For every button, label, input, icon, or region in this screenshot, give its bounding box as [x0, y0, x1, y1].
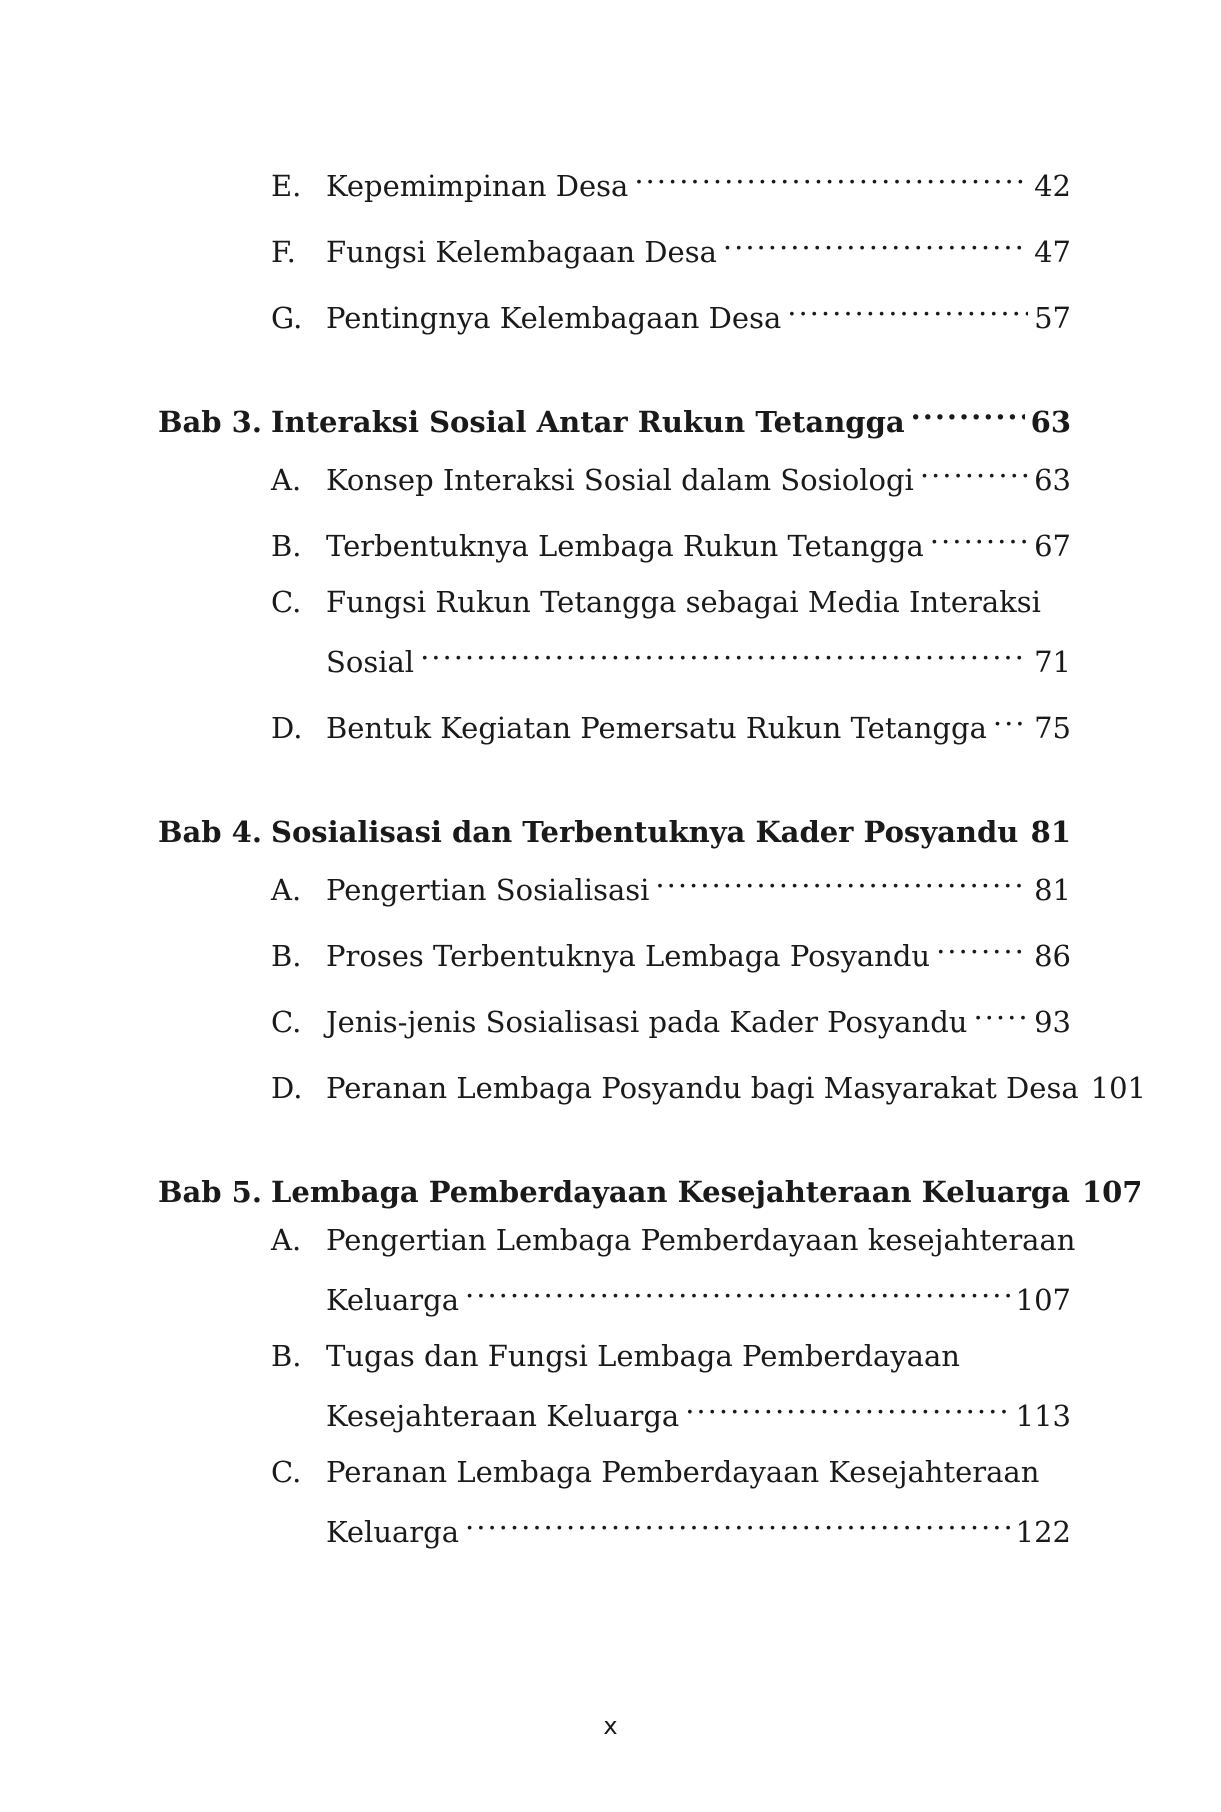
entry-title: Pentingnya Kelembagaan Desa — [326, 301, 782, 335]
entry-label: B. — [271, 529, 302, 563]
entry-page-number: 75 — [1034, 711, 1071, 745]
entry-label: B. — [271, 1339, 302, 1373]
chapter-heading — [158, 1162, 1143, 1212]
chapter-label: Bab 3. — [158, 405, 262, 439]
chapter-page-number: 63 — [1030, 405, 1071, 439]
entry-title: Konsep Interaksi Sosial dalam Sosiologi — [326, 463, 914, 497]
entry-title: Fungsi Rukun Tetangga sebagai Media Interaksi — [326, 585, 1041, 619]
entry-page-number: 47 — [1034, 235, 1071, 269]
entry-label: G. — [271, 301, 303, 335]
toc-entry-continuation — [326, 1270, 1071, 1320]
chapter-label: Bab 4. — [158, 815, 262, 849]
entry-title: Peranan Lembaga Pemberdayaan Kesejahteraan — [326, 1455, 1040, 1489]
chapter-title: Sosialisasi dan Terbentuknya Kader Posyandu — [271, 815, 1019, 849]
entry-page-number: 122 — [1015, 1515, 1071, 1549]
dot-leader — [930, 516, 1028, 556]
entry-label: A. — [271, 873, 302, 907]
entry-title: Jenis-jenis Sosialisasi pada Kader Posyandu — [326, 1005, 968, 1039]
entry-label: C. — [271, 1455, 302, 1489]
entry-label: C. — [271, 1005, 302, 1039]
toc-entry — [271, 698, 1071, 748]
dot-leader — [936, 926, 1028, 966]
entry-title: Pengertian Sosialisasi — [326, 873, 650, 907]
toc-entry — [271, 288, 1071, 338]
entry-label: B. — [271, 939, 302, 973]
toc-entry — [271, 860, 1071, 910]
chapter-page-number: 107 — [1081, 1175, 1143, 1209]
chapter-title: Interaksi Sosial Antar Rukun Tetangga — [271, 405, 905, 439]
dot-leader — [465, 1502, 1010, 1542]
entry-label: E. — [271, 169, 302, 203]
entry-title-continuation: Sosial — [326, 645, 415, 679]
dot-leader — [787, 288, 1028, 328]
dot-leader — [420, 632, 1028, 672]
dot-leader — [920, 450, 1028, 490]
entry-title: Fungsi Kelembagaan Desa — [326, 235, 717, 269]
entry-title: Peranan Lembaga Posyandu bagi Masyarakat Desa — [326, 1071, 1079, 1105]
dot-leader — [993, 698, 1028, 738]
chapter-title: Lembaga Pemberdayaan Kesejahteraan Keluarga — [271, 1175, 1070, 1209]
entry-title: Bentuk Kegiatan Pemersatu Rukun Tetangga — [326, 711, 987, 745]
dot-leader — [723, 222, 1028, 262]
entry-title: Kepemimpinan Desa — [326, 169, 629, 203]
dot-leader — [685, 1386, 1009, 1426]
toc-entry — [271, 992, 1071, 1042]
chapter-heading — [158, 802, 1071, 852]
entry-page-number: 107 — [1015, 1283, 1071, 1317]
entry-page-number: 63 — [1034, 463, 1071, 497]
entry-page-number: 67 — [1034, 529, 1071, 563]
toc-entry-continuation — [326, 1386, 1071, 1436]
toc-entry — [271, 582, 1071, 622]
entry-label: D. — [271, 1071, 303, 1105]
dot-leader — [911, 392, 1025, 432]
toc-entry — [271, 156, 1071, 206]
dot-leader — [655, 860, 1028, 900]
toc-entry-continuation — [326, 632, 1071, 682]
toc-entry — [271, 926, 1071, 976]
entry-label: A. — [271, 463, 302, 497]
toc-entry — [271, 1220, 1076, 1260]
toc-entry-continuation — [326, 1502, 1071, 1552]
entry-page-number: 42 — [1034, 169, 1071, 203]
chapter-page-number: 81 — [1030, 815, 1071, 849]
entry-page-number: 86 — [1034, 939, 1071, 973]
chapter-heading — [158, 392, 1071, 442]
entry-title: Tugas dan Fungsi Lembaga Pemberdayaan — [326, 1339, 960, 1373]
page-folio: x — [603, 1712, 618, 1740]
dot-leader — [465, 1270, 1010, 1310]
entry-page-number: 101 — [1090, 1071, 1146, 1105]
entry-page-number: 57 — [1034, 301, 1071, 335]
entry-page-number: 93 — [1034, 1005, 1071, 1039]
dot-leader — [973, 992, 1028, 1032]
toc-entry — [271, 222, 1071, 272]
entry-page-number: 81 — [1034, 873, 1071, 907]
toc-entry — [271, 1452, 1071, 1492]
toc-entry — [271, 1058, 1146, 1108]
entry-title: Terbentuknya Lembaga Rukun Tetangga — [326, 529, 924, 563]
entry-title: Proses Terbentuknya Lembaga Posyandu — [326, 939, 931, 973]
toc-entry — [271, 1336, 1071, 1376]
entry-title-continuation: Keluarga — [326, 1283, 460, 1317]
chapter-label: Bab 5. — [158, 1175, 262, 1209]
entry-page-number: 113 — [1015, 1399, 1071, 1433]
entry-label: C. — [271, 585, 302, 619]
entry-title: Pengertian Lembaga Pemberdayaan kesejahteraan — [326, 1223, 1076, 1257]
toc-entry — [271, 450, 1071, 500]
entry-label: D. — [271, 711, 303, 745]
entry-label: F. — [271, 235, 296, 269]
entry-page-number: 71 — [1034, 645, 1071, 679]
dot-leader — [634, 156, 1028, 196]
toc-entry — [271, 516, 1071, 566]
entry-title-continuation: Kesejahteraan Keluarga — [326, 1399, 680, 1433]
entry-title-continuation: Keluarga — [326, 1515, 460, 1549]
entry-label: A. — [271, 1223, 302, 1257]
